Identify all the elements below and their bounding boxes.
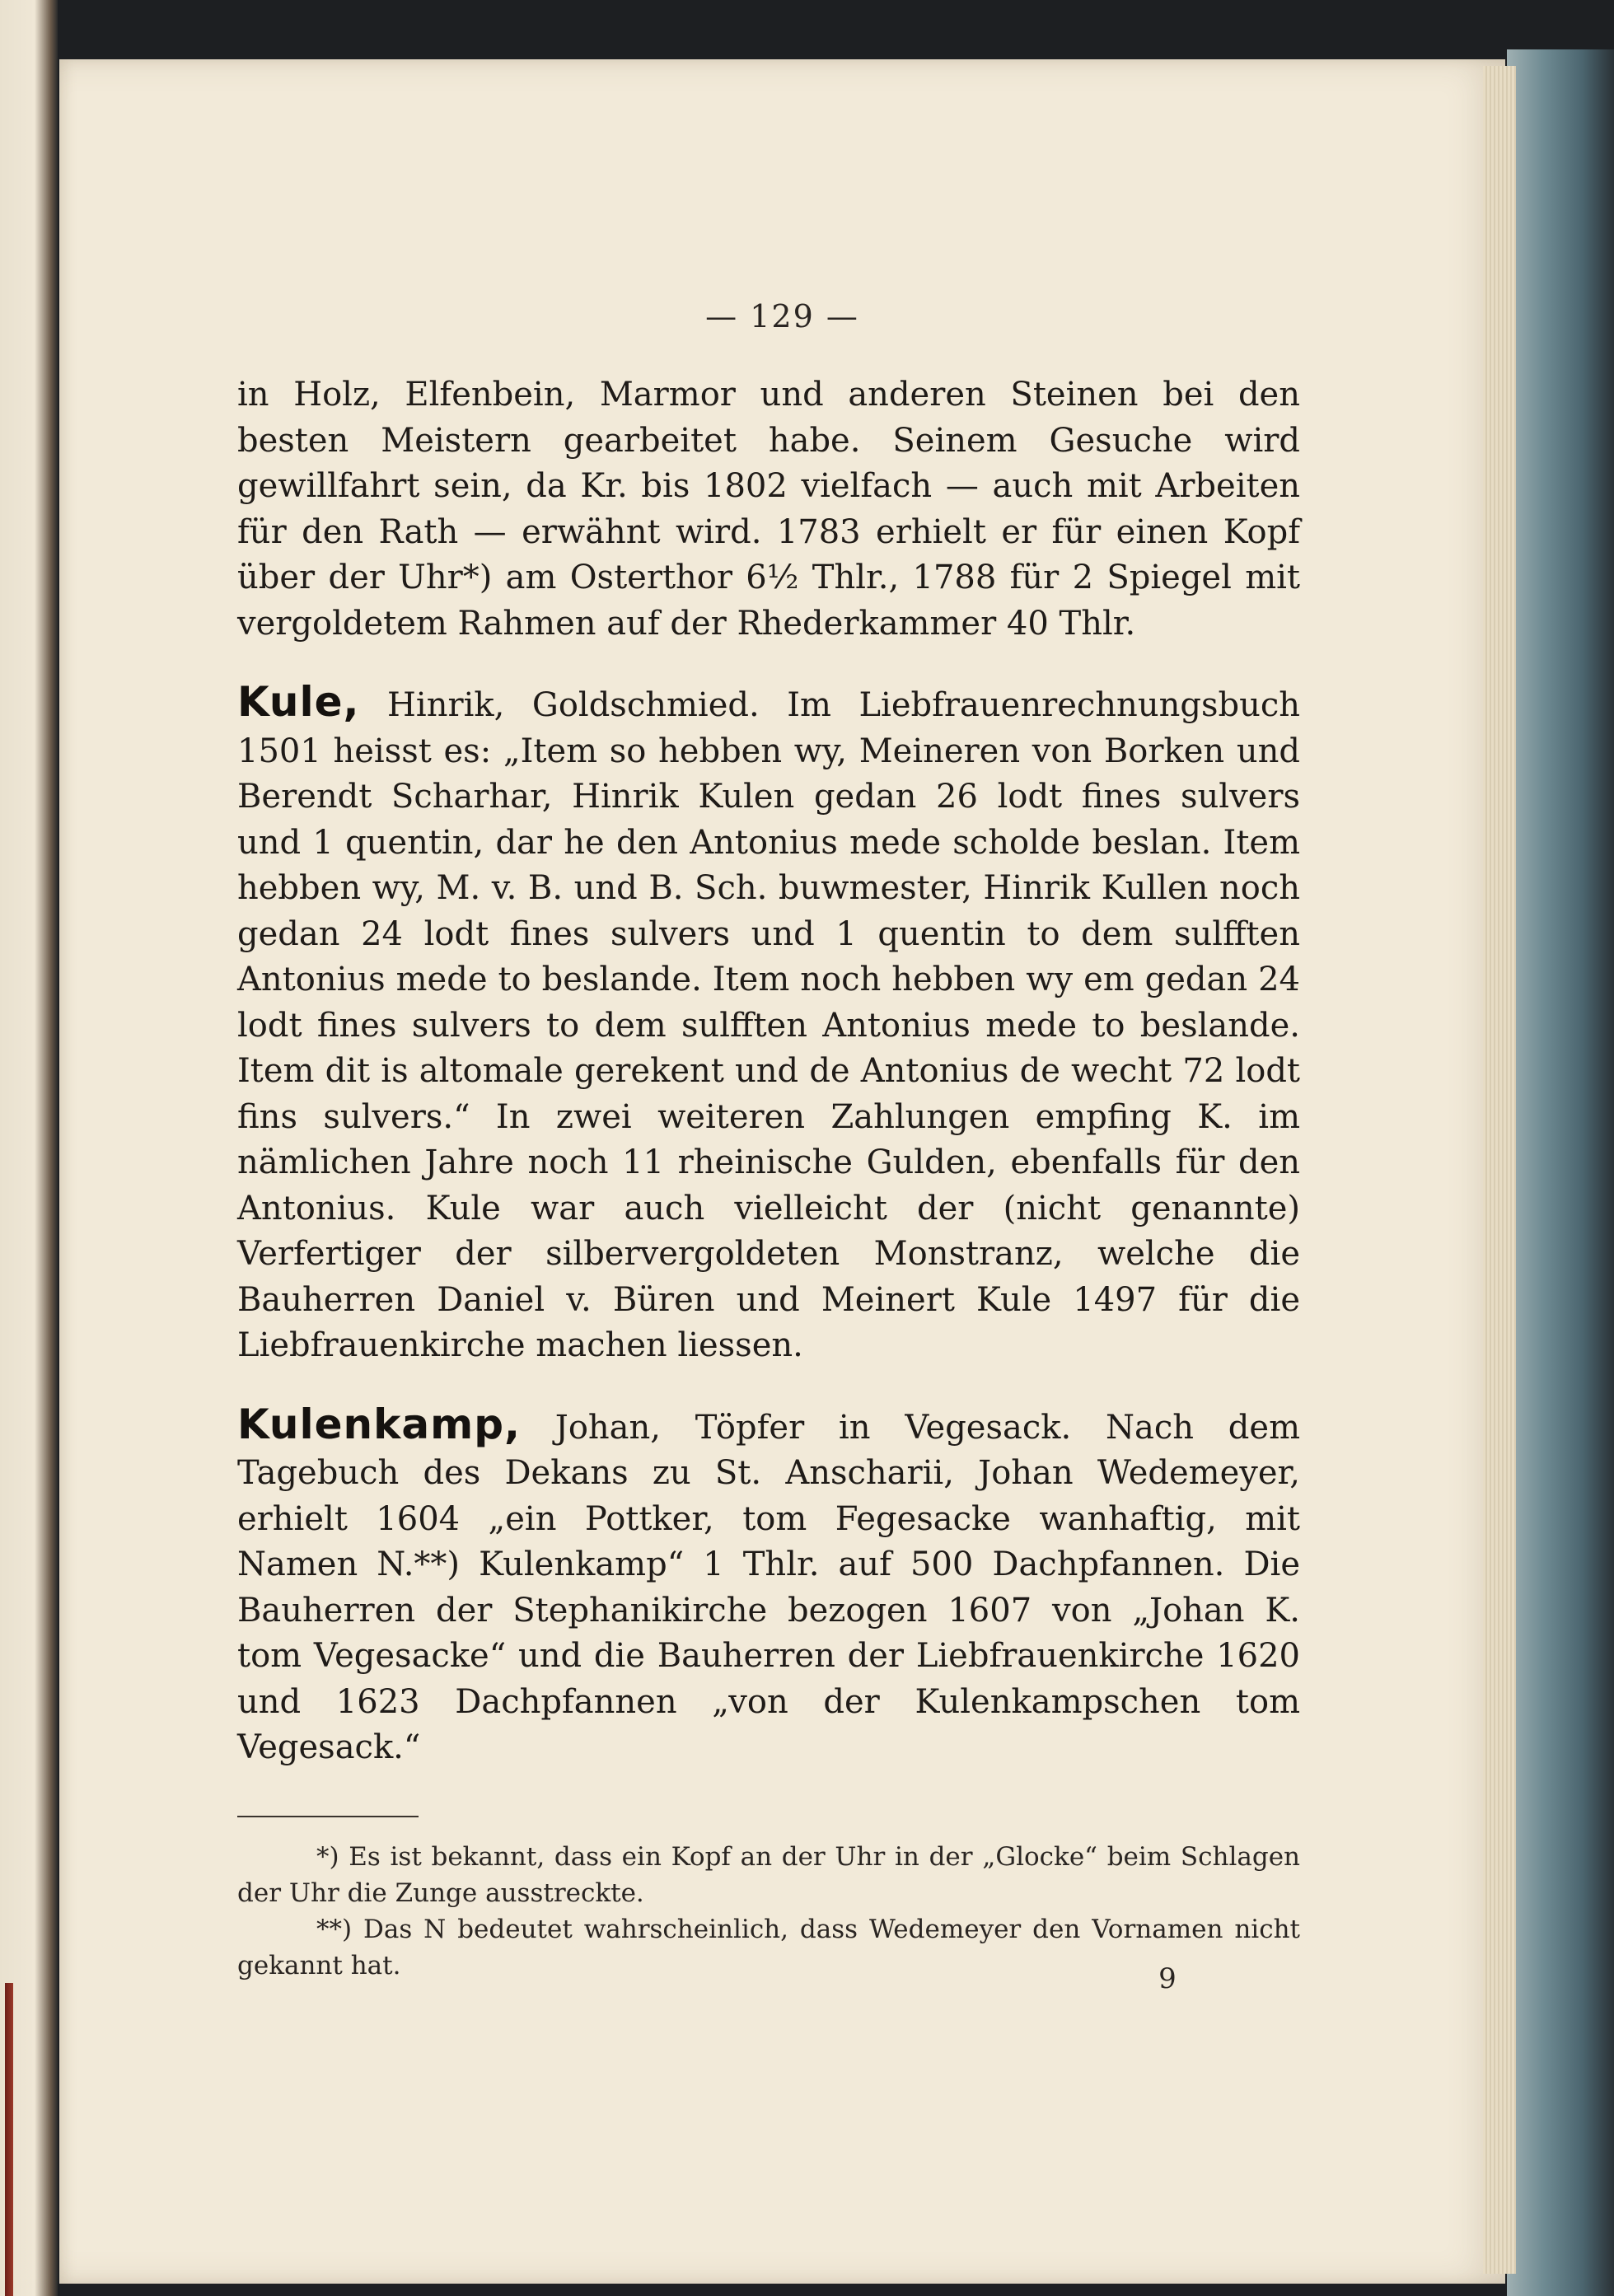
left-book-cover <box>0 0 58 2296</box>
text-block <box>237 372 1300 1984</box>
right-book-binding <box>1507 49 1614 2296</box>
page-header: — 129 — <box>705 298 859 334</box>
entry-text: Johan, Töpfer in Vegesack. Nach dem Tagebuch des Dekans zu St. Anscharii, Johan Wedemeyer, erhielt 1604 „ein Pottker, tom Fegesacke wanhaftig, mit Namen N.**) Kulenkamp“ 1 Thlr. auf 500 Dachpfannen. Die Bauherren der Stephanikirche bezogen 1607 von „Johan K. tom Vegesacke“ und die Bauherren der Liebfrauenkirche 1620 und 1623 Dachpfannen „von der Kulenkampschen tom Vegesack.“ <box>237 1408 1300 1766</box>
entry-lemma: Kulenkamp, <box>237 1400 521 1448</box>
footnote-1: *) Es ist bekannt, dass ein Kopf an der Uhr in der „Glocke“ beim Schlagen der Uhr die Zunge ausstreckte. <box>237 1841 1300 1908</box>
signature-mark: 9 <box>1158 1962 1177 1995</box>
entry-text: Hinrik, Goldschmied. Im Liebfrauenrechnungsbuch 1501 heisst es: „Item so hebben wy, Meineren von Borken und Berendt Scharhar, Hinrik Kulen gedan 26 lodt fines sulvers und 1 quentin, dar he den Antonius mede scholde beslan. Item hebben wy, M. v. B. und B. Sch. buwmester, Hinrik Kullen noch gedan 24 lodt fines sulvers und 1 quentin to dem sulfften Antonius mede to beslande. Item noch hebben wy em gedan 24 lodt fines sulvers to dem sulfften Antonius mede to beslande. Item dit is altomale gerekent und de Antonius de wecht 72 lodt fins sulvers.“ In zwei weiteren Zahlungen empfing K. im nämlichen Jahre noch 11 rheinische Gulden, ebenfalls für den Antonius. Kule war auch vielleicht der (nicht genannte) Verfertiger der silbervergoldeten Monstranz, welche die Bauherren Daniel v. Büren und Meinert Kule 1497 für die Liebfrauenkirche machen liessen. <box>237 686 1300 1364</box>
book-page <box>59 59 1505 2284</box>
footnote-2: **) Das N bedeutet wahrscheinlich, dass Wedemeyer den Vornamen nicht gekannt hat. <box>237 1914 1300 1980</box>
intro-paragraph: in Holz, Elfenbein, Marmor und anderen Steinen bei den besten Meistern gearbeitet habe. Seinem Gesuche wird gewillfahrt sein, da Kr. bis 1802 vielfach — auch mit Arbeiten für den Rath — erwähnt wird. 1783 erhielt er für einen Kopf über der Uhr*) am Osterthor 6½ Thlr., 1788 für 2 Spiegel mit vergoldetem Rahmen auf der Rhederkammer 40 Thlr. <box>237 376 1300 643</box>
entry-kule <box>237 680 1300 1369</box>
entry-lemma: Kule, <box>237 678 360 726</box>
entry-kulenkamp <box>237 1402 1300 1771</box>
footnote-separator <box>237 1816 419 1817</box>
page-edges <box>1483 66 1516 2274</box>
